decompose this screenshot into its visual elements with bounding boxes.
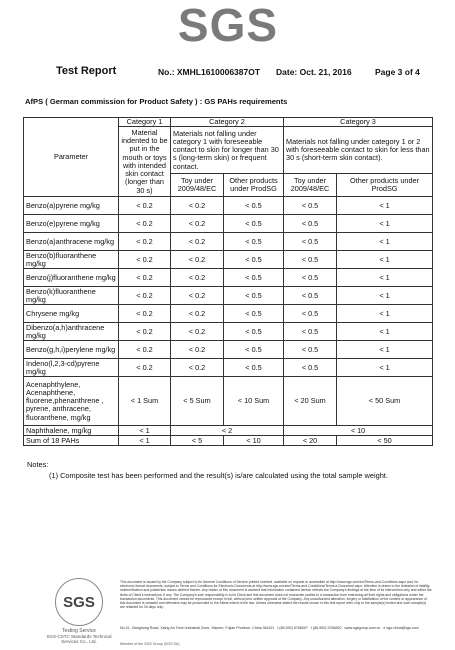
value-cell: < 0.2 <box>171 269 224 287</box>
value-cell: < 0.2 <box>119 251 171 269</box>
value-cell: < 0.2 <box>171 215 224 233</box>
category-1-header: Category 1 <box>119 118 171 127</box>
value-cell: < 0.2 <box>171 305 224 323</box>
parameter-cell: Indeno(l,2,3-cd)pyrene mg/kg <box>24 359 119 377</box>
footer-web[interactable]: www.sgsgroup.com.cn <box>344 626 381 630</box>
table-row <box>24 233 433 251</box>
parameter-cell: Chrysene mg/kg <box>24 305 119 323</box>
footer-disclaimer: This document is issued by the Company subject to its General Conditions of Service printed overleaf, available on request or accessible at http://www.sgs.com/en/Terms-and-Conditions.aspx and, for electronic format documents, subject to Terms and Conditions for Electronic Documents at http://www.sgs.com/en/Terms-and-Conditions/Terms-e-Document.aspx. Attention is drawn to the limitation of liability, indemnification and jurisdiction issues defined therein. Any holder of this document is advised that information contained hereon reflects the Company's findings at the time of its intervention only and within the limits of Client's instructions, if any. The Company's sole responsibility is to its Client and this document does not exonerate parties to a transaction from exercising all their rights and obligations under the transaction documents. This document cannot be reproduced except in full, without prior written approval of the Company. Any unauthorized alteration, forgery or falsification of the content or appearance of this document is unlawful and offenders may be prosecuted to the fullest extent of the law. Unless otherwise stated the results shown in this test report refer only to the sample(s) tested and such sample(s) are retained for 30 days only. <box>120 580 432 610</box>
table-row <box>24 305 433 323</box>
value-cell: < 1 <box>337 269 433 287</box>
report-title: Test Report <box>56 65 117 77</box>
category-3-description: Materials not falling under category 1 or 2 with foreseeable contact to skin for less than 30 s (short-term skin contact). <box>284 127 433 174</box>
category-1-description: Material indented to be put in the mouth or toys with intended skin contact (longer than 30 s) <box>119 127 171 197</box>
value-cell: < 0.2 <box>119 233 171 251</box>
parameter-cell: Benzo(a)anthracene mg/kg <box>24 233 119 251</box>
category-2-header: Category 2 <box>171 118 284 127</box>
table-row <box>24 287 433 305</box>
value-cell: < 0.5 <box>284 359 337 377</box>
value-cell: < 1 <box>337 233 433 251</box>
report-date: Date: Oct. 21, 2016 <box>276 67 352 77</box>
value-cell: < 1 <box>337 287 433 305</box>
value-cell: < 0.5 <box>224 233 284 251</box>
parameter-cell: Benzo(a)pyrene mg/kg <box>24 197 119 215</box>
value-cell: < 1 <box>337 197 433 215</box>
value-cell: < 1 <box>337 341 433 359</box>
value-cell: < 20 <box>284 436 337 446</box>
value-cell: < 0.2 <box>171 251 224 269</box>
value-cell: < 1 Sum <box>119 377 171 426</box>
value-cell: < 0.5 <box>224 269 284 287</box>
value-cell: < 10 <box>284 426 433 436</box>
svg-text:SGS: SGS <box>177 2 278 46</box>
parameter-cell: Benzo(g,h,i)perylene mg/kg <box>24 341 119 359</box>
value-cell: < 2 <box>171 426 284 436</box>
table-row <box>24 251 433 269</box>
parameter-header: Parameter <box>24 118 119 197</box>
value-cell: < 1 <box>119 436 171 446</box>
sgs-logo <box>0 2 455 48</box>
notes-label: Notes: <box>27 460 49 469</box>
value-cell: < 0.5 <box>284 269 337 287</box>
value-cell: < 0.5 <box>284 251 337 269</box>
table-row <box>24 323 433 341</box>
footer-phone: t (86-592) 5766007 <box>277 626 308 630</box>
footer <box>0 576 455 650</box>
note-1: (1) Composite test has been performed and the result(s) is/are calculated using the total sample weight. <box>49 471 388 480</box>
value-cell: < 0.5 <box>284 305 337 323</box>
footer-contact <box>120 626 432 631</box>
pah-requirements-table <box>23 117 433 446</box>
value-cell: < 1 <box>119 426 171 436</box>
value-cell: < 0.5 <box>224 215 284 233</box>
value-cell: < 0.2 <box>119 269 171 287</box>
value-cell: < 10 <box>224 436 284 446</box>
company-name: SGS-CSTC Standards Technical Services Co., Ltd. <box>46 634 112 644</box>
value-cell: < 0.5 <box>284 215 337 233</box>
value-cell: < 0.2 <box>119 215 171 233</box>
value-cell: < 0.2 <box>171 359 224 377</box>
value-cell: < 0.5 <box>224 359 284 377</box>
value-cell: < 0.5 <box>224 323 284 341</box>
value-cell: < 0.5 <box>224 197 284 215</box>
value-cell: < 1 <box>337 305 433 323</box>
table-row <box>24 215 433 233</box>
value-cell: < 0.5 <box>224 341 284 359</box>
value-cell: < 0.2 <box>119 197 171 215</box>
value-cell: < 0.2 <box>119 287 171 305</box>
value-cell: < 0.2 <box>171 233 224 251</box>
table-row <box>24 197 433 215</box>
table-row-sum-group <box>24 377 433 426</box>
cat2-toy-header: Toy under 2009/48/EC <box>171 174 224 197</box>
value-cell: < 0.2 <box>171 287 224 305</box>
report-header <box>0 66 455 80</box>
cat3-other-header: Other products under ProdSG <box>337 174 433 197</box>
report-number: No.: XMHL1610006387OT <box>158 67 261 77</box>
notes <box>27 459 388 481</box>
footer-seal <box>40 578 118 644</box>
parameter-cell: Sum of 18 PAHs <box>24 436 119 446</box>
sgs-logo-mark <box>176 2 280 46</box>
table-row <box>24 359 433 377</box>
value-cell: < 0.2 <box>119 323 171 341</box>
value-cell: < 0.5 <box>224 287 284 305</box>
value-cell: < 0.2 <box>119 341 171 359</box>
value-cell: < 0.5 <box>284 233 337 251</box>
value-cell: < 0.2 <box>171 323 224 341</box>
parameter-cell: Benzo(j)fluoranthene mg/kg <box>24 269 119 287</box>
value-cell: < 0.2 <box>119 305 171 323</box>
section-title: AfPS ( German commission for Product Safety ) : GS PAHs requirements <box>25 97 288 106</box>
table-row-naphthalene <box>24 426 433 436</box>
value-cell: < 0.5 <box>224 305 284 323</box>
parameter-cell: Acenaphthylene, Acenaphthene, fluorene,phenanthrene , pyrene, anthracene, fluoranthene, mg/kg <box>24 377 119 426</box>
value-cell: < 0.2 <box>171 341 224 359</box>
value-cell: < 0.5 <box>224 251 284 269</box>
parameter-cell: Naphthalene, mg/kg <box>24 426 119 436</box>
footer-address: No.31, Xianghong Road, Xiang An Torch Industrial Zone, Xiamen, Fujian Province, China 361101 <box>120 626 275 630</box>
category-3-header: Category 3 <box>284 118 433 127</box>
value-cell: < 0.2 <box>171 197 224 215</box>
parameter-cell: Benzo(b)fluoranthene mg/kg <box>24 251 119 269</box>
value-cell: < 0.5 <box>284 197 337 215</box>
value-cell: < 20 Sum <box>284 377 337 426</box>
value-cell: < 0.5 <box>284 323 337 341</box>
parameter-cell: Benzo(k)fluoranthene mg/kg <box>24 287 119 305</box>
value-cell: < 5 <box>171 436 224 446</box>
table-row <box>24 269 433 287</box>
value-cell: < 50 Sum <box>337 377 433 426</box>
cat2-other-header: Other products under ProdSG <box>224 174 284 197</box>
value-cell: < 5 Sum <box>171 377 224 426</box>
parameter-cell: Dibenzo(a,h)anthracene mg/kg <box>24 323 119 341</box>
value-cell: < 1 <box>337 251 433 269</box>
category-2-description: Materials not falling under category 1 with foreseeable contact to skin for longer than 30 s (long-term skin) or frequent contact. <box>171 127 284 174</box>
value-cell: < 0.2 <box>119 359 171 377</box>
value-cell: < 1 <box>337 323 433 341</box>
value-cell: < 1 <box>337 359 433 377</box>
footer-fax: f (86-592) 5766820 <box>310 626 342 630</box>
table-row-sum <box>24 436 433 446</box>
cat3-toy-header: Toy under 2009/48/EC <box>284 174 337 197</box>
value-cell: < 10 Sum <box>224 377 284 426</box>
footer-member: Member of the SGS Group (SGS SA) <box>120 642 180 646</box>
sgs-seal-icon: SGS <box>55 578 103 626</box>
value-cell: < 0.5 <box>284 287 337 305</box>
testing-service-label: Testing Service <box>62 628 96 634</box>
footer-email[interactable]: e sgs.china@sgs.com <box>383 626 419 630</box>
table-row <box>24 341 433 359</box>
parameter-cell: Benzo(e)pyrene mg/kg <box>24 215 119 233</box>
value-cell: < 50 <box>337 436 433 446</box>
value-cell: < 0.5 <box>284 341 337 359</box>
page-number: Page 3 of 4 <box>375 67 420 77</box>
value-cell: < 1 <box>337 215 433 233</box>
